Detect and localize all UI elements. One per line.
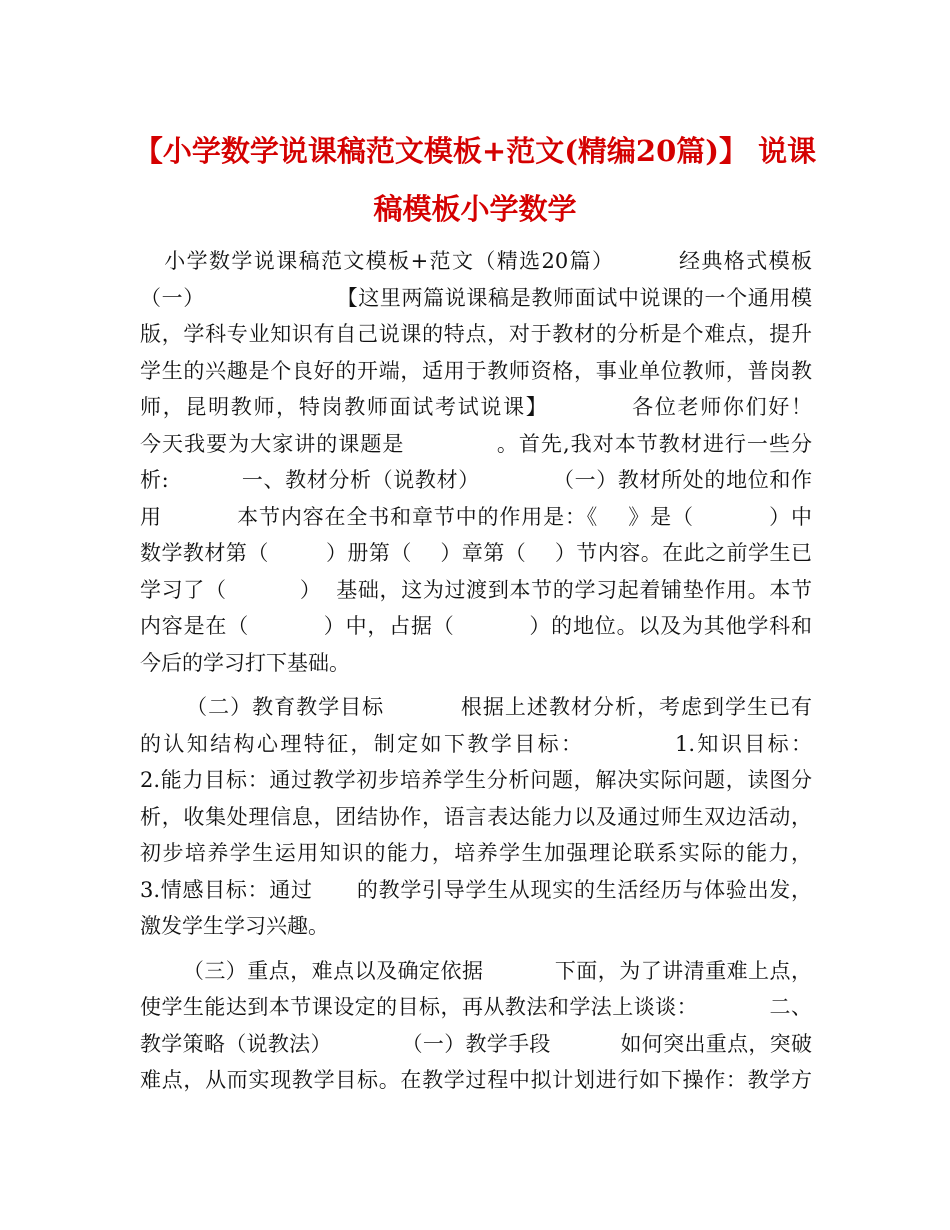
body-line: 学习了（ ） 基础，这为过渡到本节的学习起着铺垫作用。本节 xyxy=(140,577,812,602)
body-line: 析: 一、教材分析（说教材） （一）教材所处的地位和作 xyxy=(140,468,812,492)
body-line: 教学策略（说教法） （一）教学手段 如何突出重点，突破 xyxy=(140,1031,812,1056)
paragraph-2 xyxy=(140,689,812,945)
body-line: 的认知结构心理特征，制定如下教学目标： 1.知识目标： xyxy=(140,731,812,756)
document-body xyxy=(140,243,812,1099)
body-line: 版，学科专业知识有自己说课的特点，对于教材的分析是个难点，提升 xyxy=(140,322,812,346)
body-line: 数学教材第（ ）册第（ ）章第（ ）节内容。在此之前学生已 xyxy=(140,541,812,565)
title-line-2: 稿模板小学数学 xyxy=(373,192,577,226)
body-line: 用 本节内容在全书和章节中的作用是：《 》是（ ）中 xyxy=(140,504,812,529)
body-line: 初步培养学生运用知识的能力，培养学生加强理论联系实际的能力， xyxy=(140,841,812,865)
body-line: 难点，从而实现教学目标。在教学过程中拟计划进行如下操作：教学方 xyxy=(140,1068,812,1092)
body-line: 内容是在（ ）中，占据（ ）的地位。以及为其他学科和 xyxy=(140,614,812,638)
body-line: （一） 【这里两篇说课稿是教师面试中说课的一个通用模 xyxy=(140,285,812,310)
body-line: 激发学生学习兴趣。 xyxy=(140,914,329,938)
body-line: 今天我要为大家讲的课题是 。首先,我对本节教材进行一些分 xyxy=(140,431,812,456)
paragraph-3 xyxy=(140,953,812,1099)
body-line: （二）教育教学目标 根据上述教材分析，考虑到学生已有 xyxy=(140,695,812,719)
document-title xyxy=(120,122,830,238)
body-line: （三）重点，难点以及确定依据 下面，为了讲清重难上点， xyxy=(140,958,812,983)
body-line: 小学数学说课稿范文模板+范文（精选20篇） 经典格式模板 xyxy=(140,249,812,273)
body-line: 学生的兴趣是个良好的开端，适用于教师资格，事业单位教师，普岗教 xyxy=(140,358,812,383)
body-line: 2.能力目标：通过教学初步培养学生分析问题，解决实际问题，读图分 xyxy=(140,768,812,792)
body-line: 今后的学习打下基础。 xyxy=(140,650,350,675)
body-line: 使学生能达到本节课设定的目标，再从教法和学法上谈谈： 二、 xyxy=(140,995,812,1019)
body-line: 3.情感目标：通过 的教学引导学生从现实的生活经历与体验出发， xyxy=(140,877,812,902)
body-line: 师，昆明教师，特岗教师面试考试说课】 各位老师你们好！ xyxy=(140,395,812,419)
paragraph-1 xyxy=(140,243,812,681)
title-line-1: 【小学数学说课稿范文模板+范文(精编20篇)】 说课 xyxy=(133,134,817,168)
body-line: 析，收集处理信息，团结协作，语言表达能力以及通过师生双边活动， xyxy=(140,804,812,829)
